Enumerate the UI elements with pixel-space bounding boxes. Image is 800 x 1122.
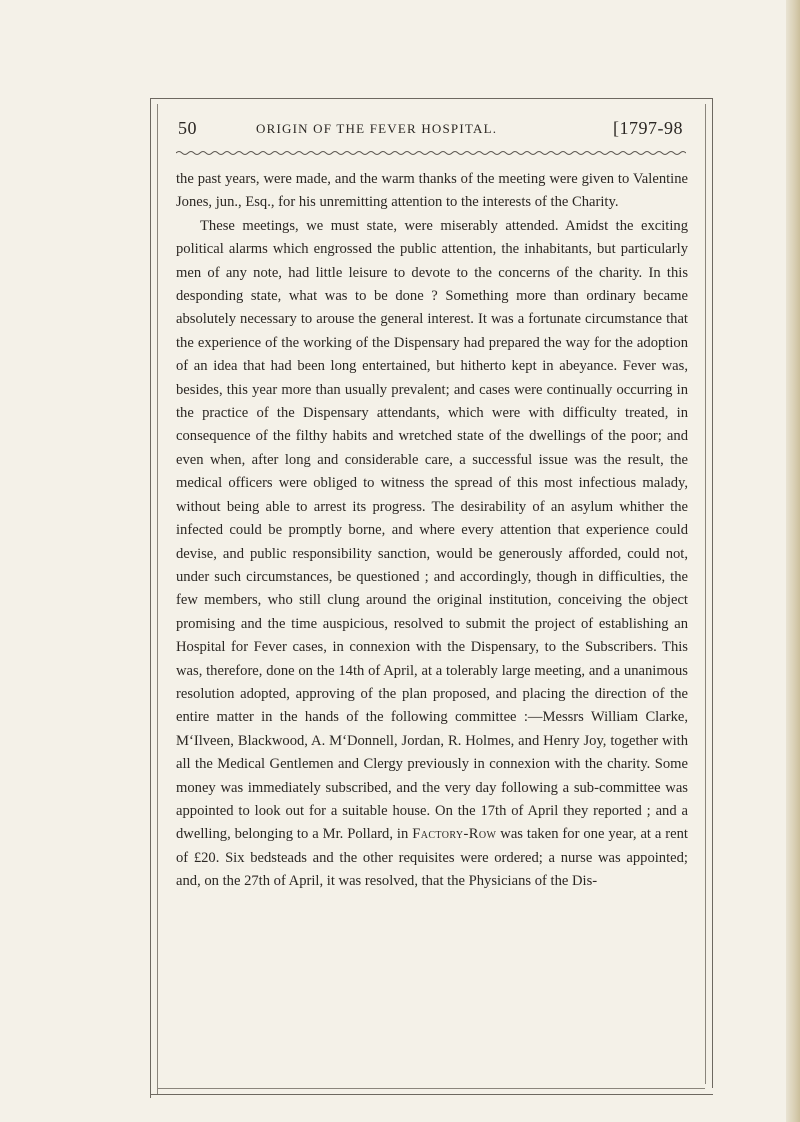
- paragraph-2-continuation: was taken for one year, at a rent of £20. Six bedsteads and the other requisites were ordered; a nurse was appointed; and, on the 27th of April, it was resolved, that the Physicians of the Dis-: [176, 826, 688, 890]
- frame-border-left: [150, 98, 151, 1098]
- paragraph-2-text: These meetings, we must state, were miserably attended. Amidst the exciting political alarms which engrossed the public attention, the inhabitants, but particularly men of any note, had little leisure to devote to the concerns of the charity. In this desponding state, what was to be done ? Something more than ordinary became absolutely necessary to arouse the general interest. It was a fortunate circumstance that the experience of the working of the Dispensary had prepared the way for the adoption of an idea that had been long entertained, but hitherto kept in abeyance. Fever was, besides, this year more than usually prevalent; and cases were continually occurring in the practice of the Dispensary attendants, which were with difficulty treated, in consequence of the filthy habits and wretched state of the dwellings of the poor; and even when, after long and considerable care, a successful issue was the result, the medical officers were obliged to witness the spread of this most infectious malady, without being able to arrest its progress. The desirability of an asylum whither the infected could be promptly borne, and where every attention that experience could devise, and public responsibility sanction, would be generously afforded, could not, under such circumstances, be questioned ; and accordingly, though in difficulties, the few members, who still clung around the original institution, conceiving the object promising and the time auspicious, resolved to submit the project of establishing an Hospital for Fever cases, in connexion with the Dispensary, to the Subscribers. This was, therefore, done on the 14th of April, at a tolerably large meeting, and a unanimous resolution adopted, approving of the plan proposed, and placing the direction of the entire matter in the hands of the following committee :—Messrs William Clarke, M‘Ilveen, Blackwood, A. M‘Donnell, Jordan, R. Holmes, and Henry Joy, together with all the Medical Gentlemen and Clergy previously in connexion with the charity. Some money was immediately subscribed, and the very day following a sub-committee was appointed to look out for a suitable house. On the 17th of April they reported ; and a dwelling, belonging to a Mr. Pollard, in: [176, 217, 688, 843]
- frame-border-right: [712, 98, 713, 1088]
- frame-border-left-inner: [157, 104, 158, 1094]
- page-edge-shadow: [786, 0, 800, 1122]
- page-number: 50: [178, 118, 197, 138]
- page-header: [178, 118, 683, 144]
- street-name: Factory-Row: [412, 826, 497, 843]
- frame-border-right-inner: [705, 104, 706, 1084]
- paragraph-1: the past years, were made, and the warm thanks of the meeting were given to Valentine Jones, jun., Esq., for his unremitting attention to the interests of the Charity.: [176, 171, 688, 211]
- frame-border-top: [150, 98, 713, 99]
- wavy-rule-divider: [176, 148, 686, 158]
- paragraph-2: [176, 215, 688, 894]
- frame-border-bottom-inner: [157, 1088, 705, 1089]
- frame-border-bottom: [150, 1094, 713, 1095]
- body-text: [176, 168, 688, 894]
- running-title: ORIGIN OF THE FEVER HOSPITAL.: [256, 121, 498, 136]
- header-date-range: [1797-98: [613, 118, 683, 138]
